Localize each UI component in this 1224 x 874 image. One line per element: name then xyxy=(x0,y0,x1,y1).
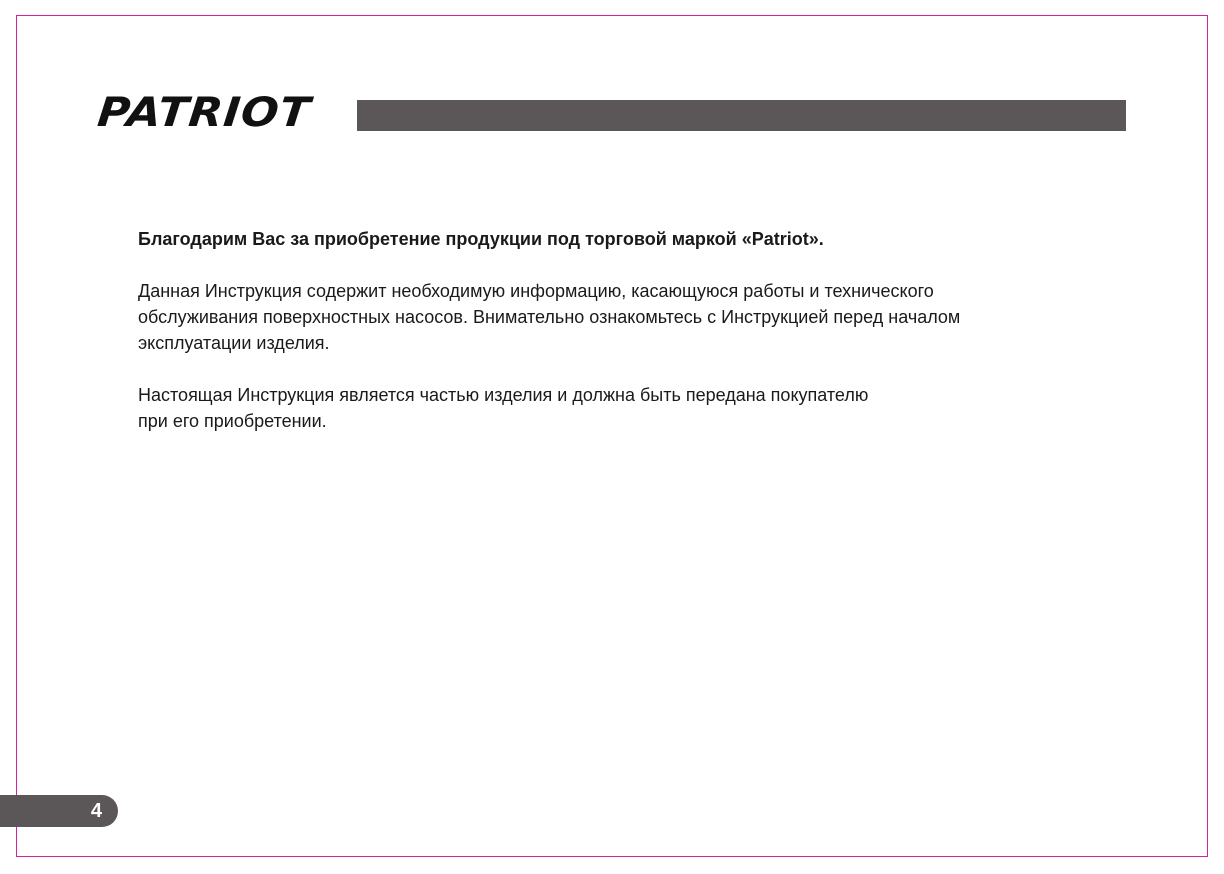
header-bar xyxy=(357,100,1126,131)
instruction-paragraph xyxy=(138,278,1098,356)
page-number: 4 xyxy=(90,800,102,822)
text-line: Данная Инструкция содержит необходимую информацию, касающуюся работы и технического xyxy=(138,281,934,301)
text-line: обслуживания поверхностных насосов. Внимательно ознакомьтесь с Инструкцией перед началом xyxy=(138,307,961,327)
text-line: при его приобретении. xyxy=(138,411,327,431)
thank-you-heading: Благодарим Вас за приобретение продукции под торговой маркой «Patriot». xyxy=(138,229,824,249)
page-number-tab xyxy=(0,795,118,827)
intro-content xyxy=(138,226,1098,460)
text-line: эксплуатации изделия. xyxy=(138,333,330,353)
brand-logo: PATRIOT xyxy=(95,89,314,137)
text-line: Настоящая Инструкция является частью изделия и должна быть передана покупателю xyxy=(138,385,869,405)
transfer-paragraph xyxy=(138,382,1098,434)
